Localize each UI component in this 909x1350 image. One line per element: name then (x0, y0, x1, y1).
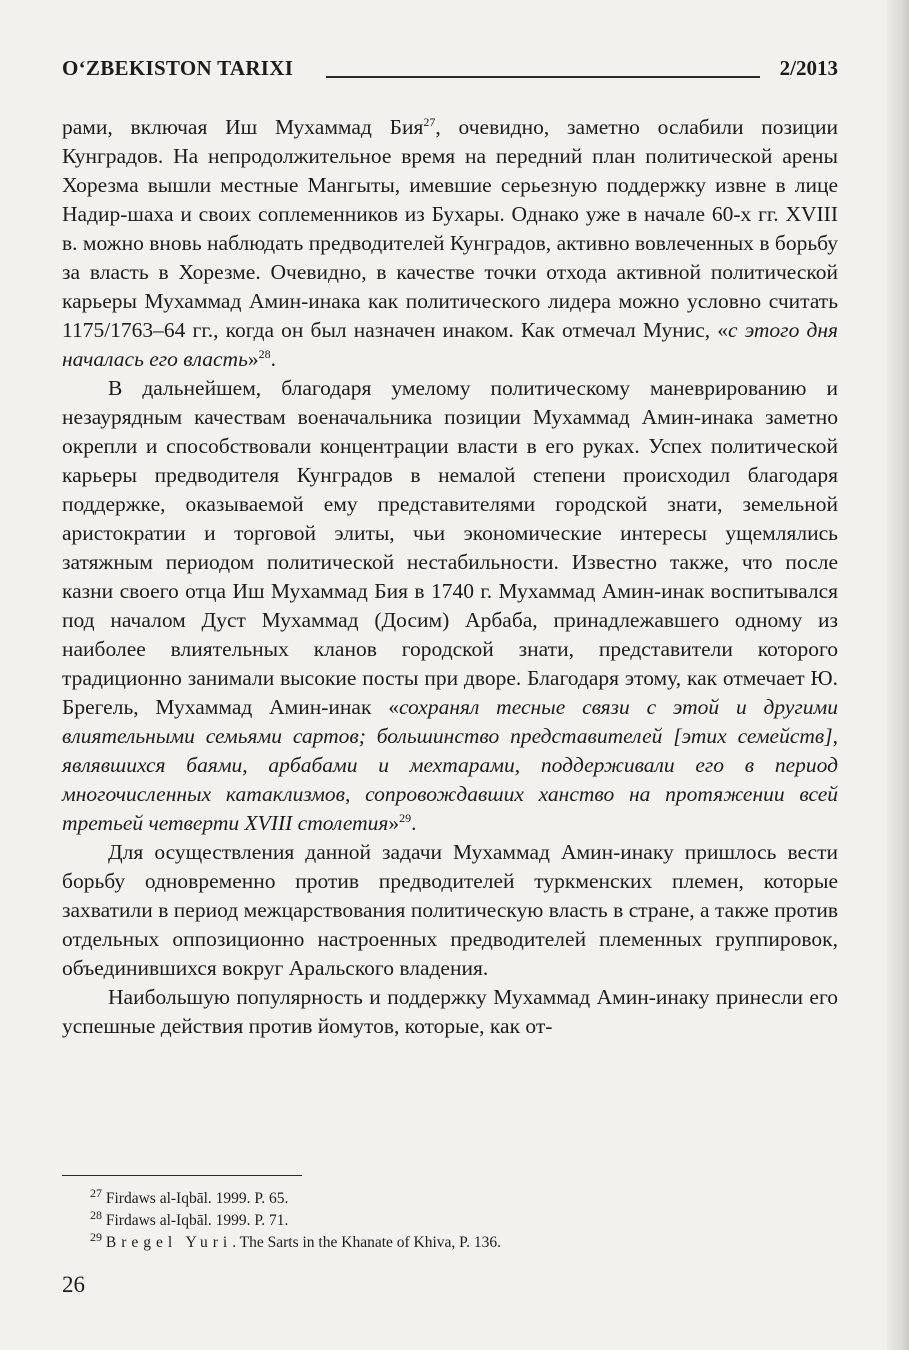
issue-number: 2/2013 (779, 56, 838, 80)
footnotes (90, 1185, 810, 1254)
paragraph-text: » (388, 811, 400, 835)
footnote-text: Firdaws al-Iqbāl. 1999. P. 71. (105, 1212, 289, 1229)
paragraph-text: В дальнейшем, благодаря умелому политическому маневрированию и незаурядным качествам военачальника позиции Мухаммад Амин-инака заметно окрепли и способствовали концентрации власти в его руках. Успех политической карьеры предводителя Кунградов в немалой степени происходил благодаря поддержке, оказываемой ему представителями городской знати, земельной аристократии и торговой элиты, чьи экономические интересы ущемлялись затяжным периодом политической нестабильности. Известно также, что после казни своего отца Иш Мухаммад Бия в 1740 г. Мухаммад Амин-инак воспитывался под началом Дуст Мухаммад (Досим) Арбаба, принадлежавшего одному из наиболее влиятельных кланов городской знати, представители которого традиционно занимали высокие посты при дворе. Благодаря этому, как отмечает Ю. Брегель, Мухаммад Амин-инак « (62, 376, 838, 719)
footnote-text: . The Sarts in the Khanate of Khiva, P. 136. (232, 1234, 501, 1251)
paragraph (62, 983, 838, 1041)
footnote-author: Bregel Yuri (105, 1234, 233, 1251)
paragraph-text: Наибольшую популярность и поддержку Мухаммад Амин-инаку принесли его успешные действия против йомутов, которые, как от- (62, 985, 838, 1038)
paragraph-text: рами, включая Иш Мухаммад Бия (62, 115, 424, 139)
quotation: сохранял тесные связи с этой и другими влиятельными семьями сартов; большинство представителей [этих семейств], являвшихся баями, арбабами и мехтарами, поддерживали его в период многочисленных катаклизмов, сопровождавших ханство на протяжении всей третьей четверти XVIII столетия (62, 695, 838, 835)
footnote (90, 1207, 810, 1232)
header-rule (326, 76, 760, 78)
paragraph-text: Для осуществления данной задачи Мухаммад Амин-инаку пришлось вести борьбу одновременно против предводителей туркменских племен, которые захватили в период межцарствования политическую власть в стране, а также против отдельных оппозиционно настроенных предводителей племенных группировок, объединившихся вокруг Аральского владения. (62, 840, 838, 980)
footnote-separator (62, 1175, 302, 1176)
paragraph-text: , очевидно, заметно ослабили позиции Кунградов. На непродолжительное время на передний план политической арены Хорезма вышли местные Мангыты, имевшие серьезную поддержку извне в лице Надир-шаха и своих соплеменников из Бухары. Однако уже в начале 60-х гг. XVIII в. можно вновь наблюдать предводителей Кунградов, активно вовлеченных в борьбу за власть в Хорезме. Очевидно, в качестве точки отхода активной политической карьеры Мухаммад Амин-инака как политического лидера можно условно считать 1175/1763–64 гг., когда он был назначен инаком. Как отмечал Мунис, « (62, 115, 838, 342)
footnote-text: Firdaws al-Iqbāl. 1999. P. 65. (105, 1190, 289, 1207)
paragraph (62, 113, 838, 374)
footnote-number: 27 (90, 1185, 102, 1200)
footnote-number: 29 (90, 1229, 102, 1244)
article-body (62, 113, 838, 1041)
running-header (62, 52, 838, 82)
paragraph (62, 838, 838, 983)
page-number: 26 (62, 1272, 85, 1297)
footnote-ref[interactable]: 27 (423, 114, 436, 129)
footnote-number: 28 (90, 1207, 102, 1222)
paragraph-text: » (247, 347, 259, 371)
page-edge (887, 0, 909, 1350)
paragraph-text: . (270, 347, 276, 371)
paragraph (62, 374, 838, 838)
footnote (90, 1185, 810, 1210)
footnote-ref[interactable]: 29 (399, 810, 412, 825)
footnote-ref[interactable]: 28 (258, 346, 271, 361)
quotation: с этого дня началась его власть (62, 318, 838, 371)
footnote (90, 1229, 810, 1254)
paragraph-text: . (411, 811, 417, 835)
journal-title: O‘ZBEKISTON TARIXI (62, 56, 294, 80)
